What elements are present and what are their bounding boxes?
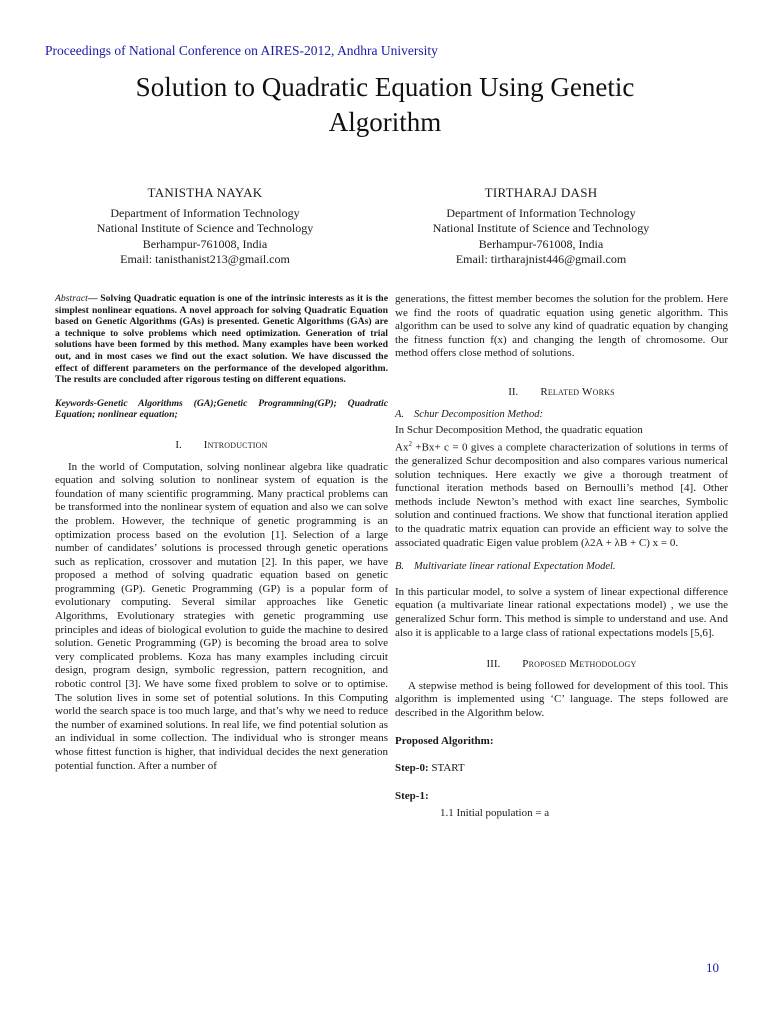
- algorithm-title: Proposed Algorithm:: [395, 734, 494, 747]
- author-institute: National Institute of Science and Technology: [432, 221, 650, 236]
- page-number: 10: [706, 960, 719, 975]
- author-block-2: [386, 185, 696, 267]
- schur-paragraph: [395, 438, 728, 550]
- section-title: Related Works: [540, 385, 615, 398]
- multivariate-paragraph: In this particular model, to solve a system of linear expectional difference equation (a multivariate linear rational expectations model) , we use the generalized Schur form. This method is simple to understand and use. And also it is applicable to a large class of rational expectations models [5,6].: [395, 585, 728, 639]
- subsection-label: B.: [395, 561, 405, 573]
- subsection-heading-multivariate: [395, 560, 728, 574]
- equation-part: Ax: [395, 441, 409, 454]
- step-text: START: [428, 762, 465, 775]
- subsection-title: Multivariate linear rational Expectation Model.: [414, 561, 616, 573]
- section-title: Proposed Methodology: [522, 658, 637, 671]
- section-heading-related-works: [395, 386, 728, 400]
- section-number: II.: [508, 385, 519, 398]
- step-label: Step-1:: [395, 789, 429, 802]
- step-label: Step-0:: [395, 762, 429, 775]
- schur-body: gives a complete characterization of solutions in terms of the generalized Schur decomposition and also compares various numerical solution techniques. Here exactly we give a thorough treatment of functional iteration methods based on Bernoulli’s method [4]. Other methods include Newton’s method with exact line searches, Symbolic solution and continued fractions. We show that functional iteration applied to the quadratic matrix equation can provide an efficient way to solve the associated quadratic Eigen value problem (λ2A + λB + C) x = 0.: [395, 441, 728, 549]
- author-department: Department of Information Technology: [446, 206, 636, 221]
- right-column: [395, 293, 728, 821]
- section-number: III.: [486, 658, 501, 671]
- keywords: Keywords-Genetic Algorithms (GA);Genetic Programming(GP); Quadratic Equation; nonlinear equation;: [55, 397, 388, 421]
- methodology-paragraph: A stepwise method is being followed for development of this tool. This algorithm is implemented using ‘C’ language. The steps followed are described in the Algorithm below.: [395, 679, 728, 719]
- intro-continuation-paragraph: generations, the fittest member becomes the solution for the problem. Here we find the roots of quadratic equation using genetic algorithm. This algorithm can be used to solve any kind of quadratic equation by changing the fitness function f(x) and changing the length of chromosome. Our method offers close method of solutions.: [395, 293, 728, 360]
- abstract-dash: —: [87, 293, 101, 304]
- author-address: Berhampur-761008, India: [142, 236, 268, 251]
- author-name: TIRTHARAJ DASH: [484, 185, 598, 200]
- author-block-1: [50, 185, 360, 267]
- schur-intro-line: In Schur Decomposition Method, the quadratic equation: [395, 424, 643, 437]
- abstract-body: Solving Quadratic equation is one of the intrinsic interests as it is the simplest nonlinear equations. A novel approach for solving Quadratic Equation based on Genetic Algorithms (GAs) is presented. Genetic Algorithms (GAs) are a technique to solve problems which need optimization. Generation of trial solutions have been formed by this method. Many examples have been worked out, and in most cases we find out the exact solution. We have discussed the effect of different parameters on the performance of the developed algorithm. The results are concluded after rigorous testing on different equations.: [55, 293, 388, 386]
- author-address: Berhampur-761008, India: [478, 236, 604, 251]
- abstract-lead: Abstract: [55, 293, 88, 304]
- equation-exponent: 2: [408, 439, 412, 448]
- section-heading-introduction: [55, 439, 388, 453]
- step-1-1: 1.1 Initial population = a: [440, 807, 550, 820]
- step-0: [395, 762, 728, 776]
- subsection-heading-schur: [395, 408, 728, 422]
- introduction-paragraph: In the world of Computation, solving nonlinear algebra like quadratic equation and solving solution to nonlinear system of equation is the foundation of many scientific programming. Many practical problems can be transformed into the nonlinear system of equation and also we can solve the problem. However, the technique of genetic programming is an optimization process based on the evolution [1]. Selection of a large number of candidates’ solutions is processed through genetic operations such as replication, crossover and mutation [2]. In this paper, we have proposed a method of solving quadratic equation based on genetic programming (GP). Genetic Programming (GP) is a popular form of evolutionary computing. Several similar approaches like Genetic Algorithms, Evolutionary strategies with genetic programming use principles and ideas of biological evolution to guide the machine to desired solution. Genetic Programming (GP) is becoming the broad area to solve very complicated problems. Koza has many examples including circuit design, program design, symbolic regression, pattern recognition, and robotic control [3]. We have some fixed problem to solve or to optimise. The solution lives in some set of potential solutions. In this Computing world the search space is too much large, and that’s why we need to reduce the number of examined solutions. In real life, we find potential solution as an individual in some collection. The individual who is stronger means whose fittest function is higher, that individual decides the next generation potential function. After a number of: [55, 460, 388, 772]
- section-number: I.: [175, 438, 182, 451]
- author-institute: National Institute of Science and Technology: [96, 221, 314, 236]
- title-line-1: Solution to Quadratic Equation Using Genetic: [135, 72, 635, 102]
- author-email: Email: tanisthanist213@gmail.com: [120, 251, 290, 266]
- step-1: [395, 790, 728, 804]
- section-title: Introduction: [203, 438, 268, 451]
- author-name: TANISTHA NAYAK: [147, 185, 263, 200]
- abstract: [55, 293, 388, 386]
- left-column: [55, 293, 388, 773]
- author-department: Department of Information Technology: [110, 206, 300, 221]
- author-email: Email: tirtharajnist446@gmail.com: [455, 251, 627, 266]
- equation-part: +Bx+ c = 0: [411, 441, 468, 454]
- title-line-2: Algorithm: [328, 107, 442, 137]
- subsection-title: Schur Decomposition Method:: [414, 408, 543, 420]
- subsection-label: A.: [395, 408, 405, 420]
- section-heading-proposed-methodology: [395, 658, 728, 672]
- paper-title: [60, 70, 710, 140]
- proceedings-header: Proceedings of National Conference on AIRES-2012, Andhra University: [45, 43, 438, 58]
